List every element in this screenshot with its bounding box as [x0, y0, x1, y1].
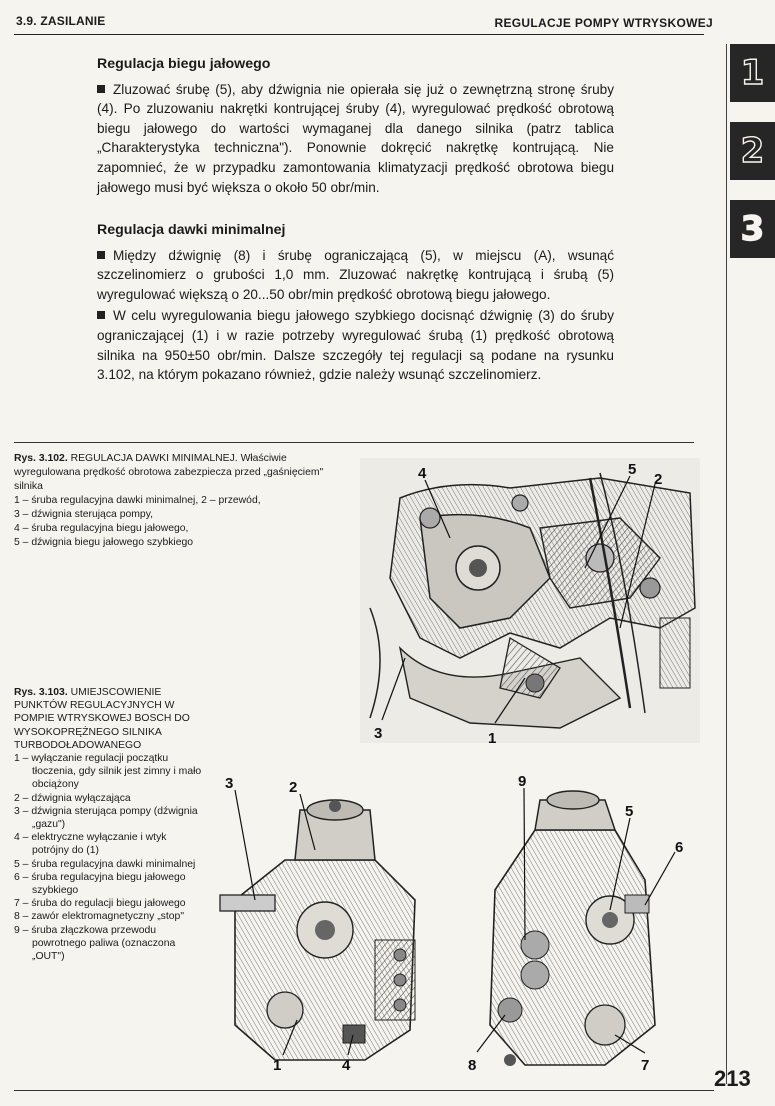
- fig103-label: Rys. 3.103.: [14, 687, 68, 698]
- fig103-callout-5: 5: [625, 803, 634, 820]
- chapter-tab-1[interactable]: 1: [730, 44, 775, 102]
- fig103-item: 4 – elektryczne wyłączanie i wtyk potrójny do (1): [14, 832, 167, 857]
- fig102-item: 4 – śruba regulacyjna biegu jałowego,: [14, 523, 189, 534]
- fig103-callout-9: 9: [518, 773, 527, 790]
- fig102-item: 1 – śruba regulacyjna dawki minimalnej, 2 – przewód,: [14, 495, 261, 506]
- fig102-item: 5 – dźwignia biegu jałowego szybkiego: [14, 537, 194, 548]
- bullet-icon: [97, 311, 105, 319]
- fig103-item: 1 – wyłączanie regulacji początku tłoczenia, gdy silnik jest zimny i mało obciążony: [14, 753, 202, 791]
- bullet-icon: [97, 85, 105, 93]
- fig102-item: 3 – dźwignia sterująca pompy,: [14, 509, 153, 520]
- fig103-item: 5 – śruba regulacyjna dawki minimalnej: [14, 858, 196, 870]
- fig103-item: 8 – zawór elektromagnetyczny „stop": [14, 911, 185, 923]
- idle-paragraph: Zluzować śrubę (5), aby dźwignia nie opierała się już o zewnętrzną stronę śruby (4). Po zluzowaniu nakrętki kontrującej śruby (4), wyregulować prędkość obrotową biegu jałowego do wartości wymaganej dla danego silnika (patrz tablica „Charakterystyka techniczna"). Ponownie dokręcić nakrętkę kontrującą. Nie zapomnieć, że w przypadku zamontowania klimatyzacji prędkość obrotowa biegu jałowego musi być większa o około 50 obr/min.: [97, 81, 614, 195]
- fig102-title: REGULACJA DAWKI MINIMALNEJ.: [70, 453, 238, 464]
- fig103-callout-8: 8: [468, 1057, 477, 1074]
- fig103-illustration: [205, 770, 700, 1075]
- chapter-tab-2[interactable]: 2: [730, 122, 775, 180]
- fig103-item: 9 – śruba złączkowa przewodu powrotnego paliwa (oznaczona „OUT"): [14, 924, 176, 963]
- fig103-item: 6 – śruba regulacyjna biegu jałowego szybkiego: [14, 871, 186, 897]
- section-heading: 3.9. ZASILANIE: [16, 14, 106, 28]
- min-dose-section: [97, 221, 614, 387]
- fig102-callout-4: 4: [418, 465, 427, 482]
- min-dose-paragraph-1: Między dźwignię (8) i śrubę ograniczającą (5), w miejscu (A), wsunąć szczelinomierz o grubości 1,0 mm. Zluzować nakrętkę kontrującą i śrubą (5) wyregulować większą o 20...50 obr/min prędkość obrotową biegu jałowego.: [97, 247, 614, 302]
- fig102-label: Rys. 3.102.: [14, 453, 68, 464]
- header-divider: [14, 34, 704, 35]
- fig103-item: 7 – śruba do regulacji biegu jałowego: [14, 898, 186, 910]
- bullet-icon: [97, 251, 105, 259]
- idle-section: [97, 55, 614, 199]
- fig102-callout-3: 3: [374, 725, 383, 742]
- page-number: 213: [714, 1066, 751, 1091]
- fig103-item: 2 – dźwignia wyłączająca: [14, 792, 131, 804]
- fig102-callout-1: 1: [488, 730, 497, 743]
- fig102-callout-5: 5: [628, 461, 637, 478]
- chapter-tabs: [730, 44, 775, 278]
- chapter-tab-3-active[interactable]: 3: [730, 200, 775, 258]
- fig102-caption: [14, 452, 354, 550]
- fig103-callout-6: 6: [675, 839, 684, 856]
- fig103-callout-4: 4: [342, 1057, 351, 1074]
- chapter-heading: REGULACJE POMPY WTRYSKOWEJ: [494, 16, 713, 30]
- fig103-title: UMIEJSCOWIENIE PUNKTÓW REGULACYJNYCH W POMPIE WTRYSKOWEJ BOSCH DO WYSOKOPRĘŻNEGO SILNIKA TURBODOŁADOWANEGO: [14, 687, 190, 751]
- footer-divider: [14, 1090, 714, 1091]
- fig103-callout-7: 7: [641, 1057, 650, 1074]
- figure-divider: [14, 442, 694, 443]
- fig103-callout-2: 2: [289, 779, 298, 796]
- fig102-desc: Właściwie wyregulowana prędkość obrotowa zabezpiecza przed „gaśnięciem" silnika: [14, 453, 324, 492]
- min-dose-title: Regulacja dawki minimalnej: [97, 222, 286, 238]
- min-dose-paragraph-2: W celu wyregulowania biegu jałowego szybkiego docisnąć dźwignię (3) do śruby ograniczającej (1) i w razie potrzeby wyregulować śrubą (1) prędkość obrotową silnika na 950±50 obr/min. Dalsze szczegóły tej regulacji są podane na rysunku 3.102, na którym pokazano również, gdzie należy wsunąć szczelinomierz.: [97, 308, 614, 383]
- fig102-callout-2: 2: [654, 471, 663, 488]
- fig103-caption: [14, 686, 206, 963]
- fig103-callout-3: 3: [225, 775, 234, 792]
- fig103-item: 3 – dźwignia sterująca pompy (dźwignia „gazu"): [14, 805, 198, 831]
- margin-divider: [726, 44, 727, 1084]
- fig102-illustration: [360, 458, 700, 743]
- idle-title: Regulacja biegu jałowego: [97, 56, 271, 72]
- fig103-callout-1: 1: [273, 1057, 282, 1074]
